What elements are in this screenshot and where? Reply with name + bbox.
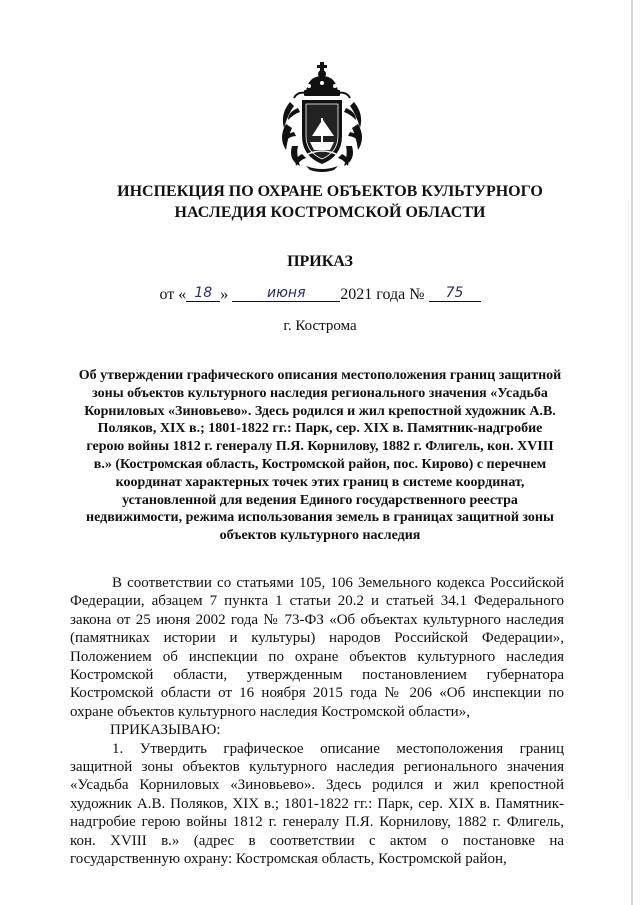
order-word: ПРИКАЗЫВАЮ:: [110, 722, 221, 739]
order-body: [70, 574, 564, 869]
order-month: июня: [232, 285, 340, 302]
organization-name: [90, 181, 570, 223]
order-number: 75: [429, 285, 481, 302]
coat-of-arms-icon: [276, 62, 368, 174]
city-name: г. Кострома: [283, 318, 357, 334]
from-prefix: от «: [159, 286, 187, 303]
org-line-2: НАСЛЕДИЯ КОСТРОМСКОЙ ОБЛАСТИ: [174, 204, 486, 221]
body-item-1: 1. Утвердить графическое описание местоположения границ защитной зоны объектов культурного наследия регионального значения «Усадьба Корниловых «Зиновьево». Здесь родился и жил крепостной художник А.В. Поляков, XIX в.; 1801-1822 гг.: Парк, сер. XIX в. Памятник-надгробие герою войны 1812 г. генералу П.Я. Корнилову, 1882 г. Флигель, кон. XVIII в.» (адрес в соответствии с актом о постановке на государственную охрану: Костромская область, Костромской район,: [70, 740, 564, 868]
page-edge-shadow: [631, 0, 633, 905]
day-close: »: [220, 286, 229, 303]
order-day: 18: [186, 285, 220, 302]
document-type: ПРИКАЗ: [287, 253, 353, 270]
org-line-1: ИНСПЕКЦИЯ ПО ОХРАНЕ ОБЪЕКТОВ КУЛЬТУРНОГО: [117, 183, 543, 200]
order-year: 2021 года №: [340, 286, 425, 303]
order-title: Об утверждении графического описания местоположения границ защитной зоны объектов культурного наследия регионального значения «Усадьба Корниловых «Зиновьево». Здесь родился и жил крепостной художник А.В. Поляков, XIX в.; 1801-1822 гг.: Парк, сер. XIX в. Памятник-надгробие герою войны 1812 г. генералу П.Я. Корнилову, 1882 г. Флигель, кон. XVIII в.» (Костромская область, Костромской район, пос. Кирово) с перечнем координат характерных точек этих границ в системе координат, установленной для ведения Единого государственного реестра недвижимости, режима использования земель в границах защитной зоны объектов культурного наследия: [78, 368, 562, 544]
order-date-line: [0, 286, 640, 304]
body-paragraph-1: В соответствии со статьями 105, 106 Земельного кодекса Российской Федерации, абзацем 7 пункта 1 статьи 20.2 и статьей 34.1 Федерального закона от 25 июня 2002 года № 73-ФЗ «Об объектах культурного наследия (памятниках истории и культуры) народов Российской Федерации», Положением об инспекции по охране объектов культурного наследия Костромской области, утвержденным постановлением губернатора Костромской области от 16 ноября 2015 года № 206 «Об инспекции по охране объектов культурного наследия Костромской области»,: [70, 575, 564, 720]
